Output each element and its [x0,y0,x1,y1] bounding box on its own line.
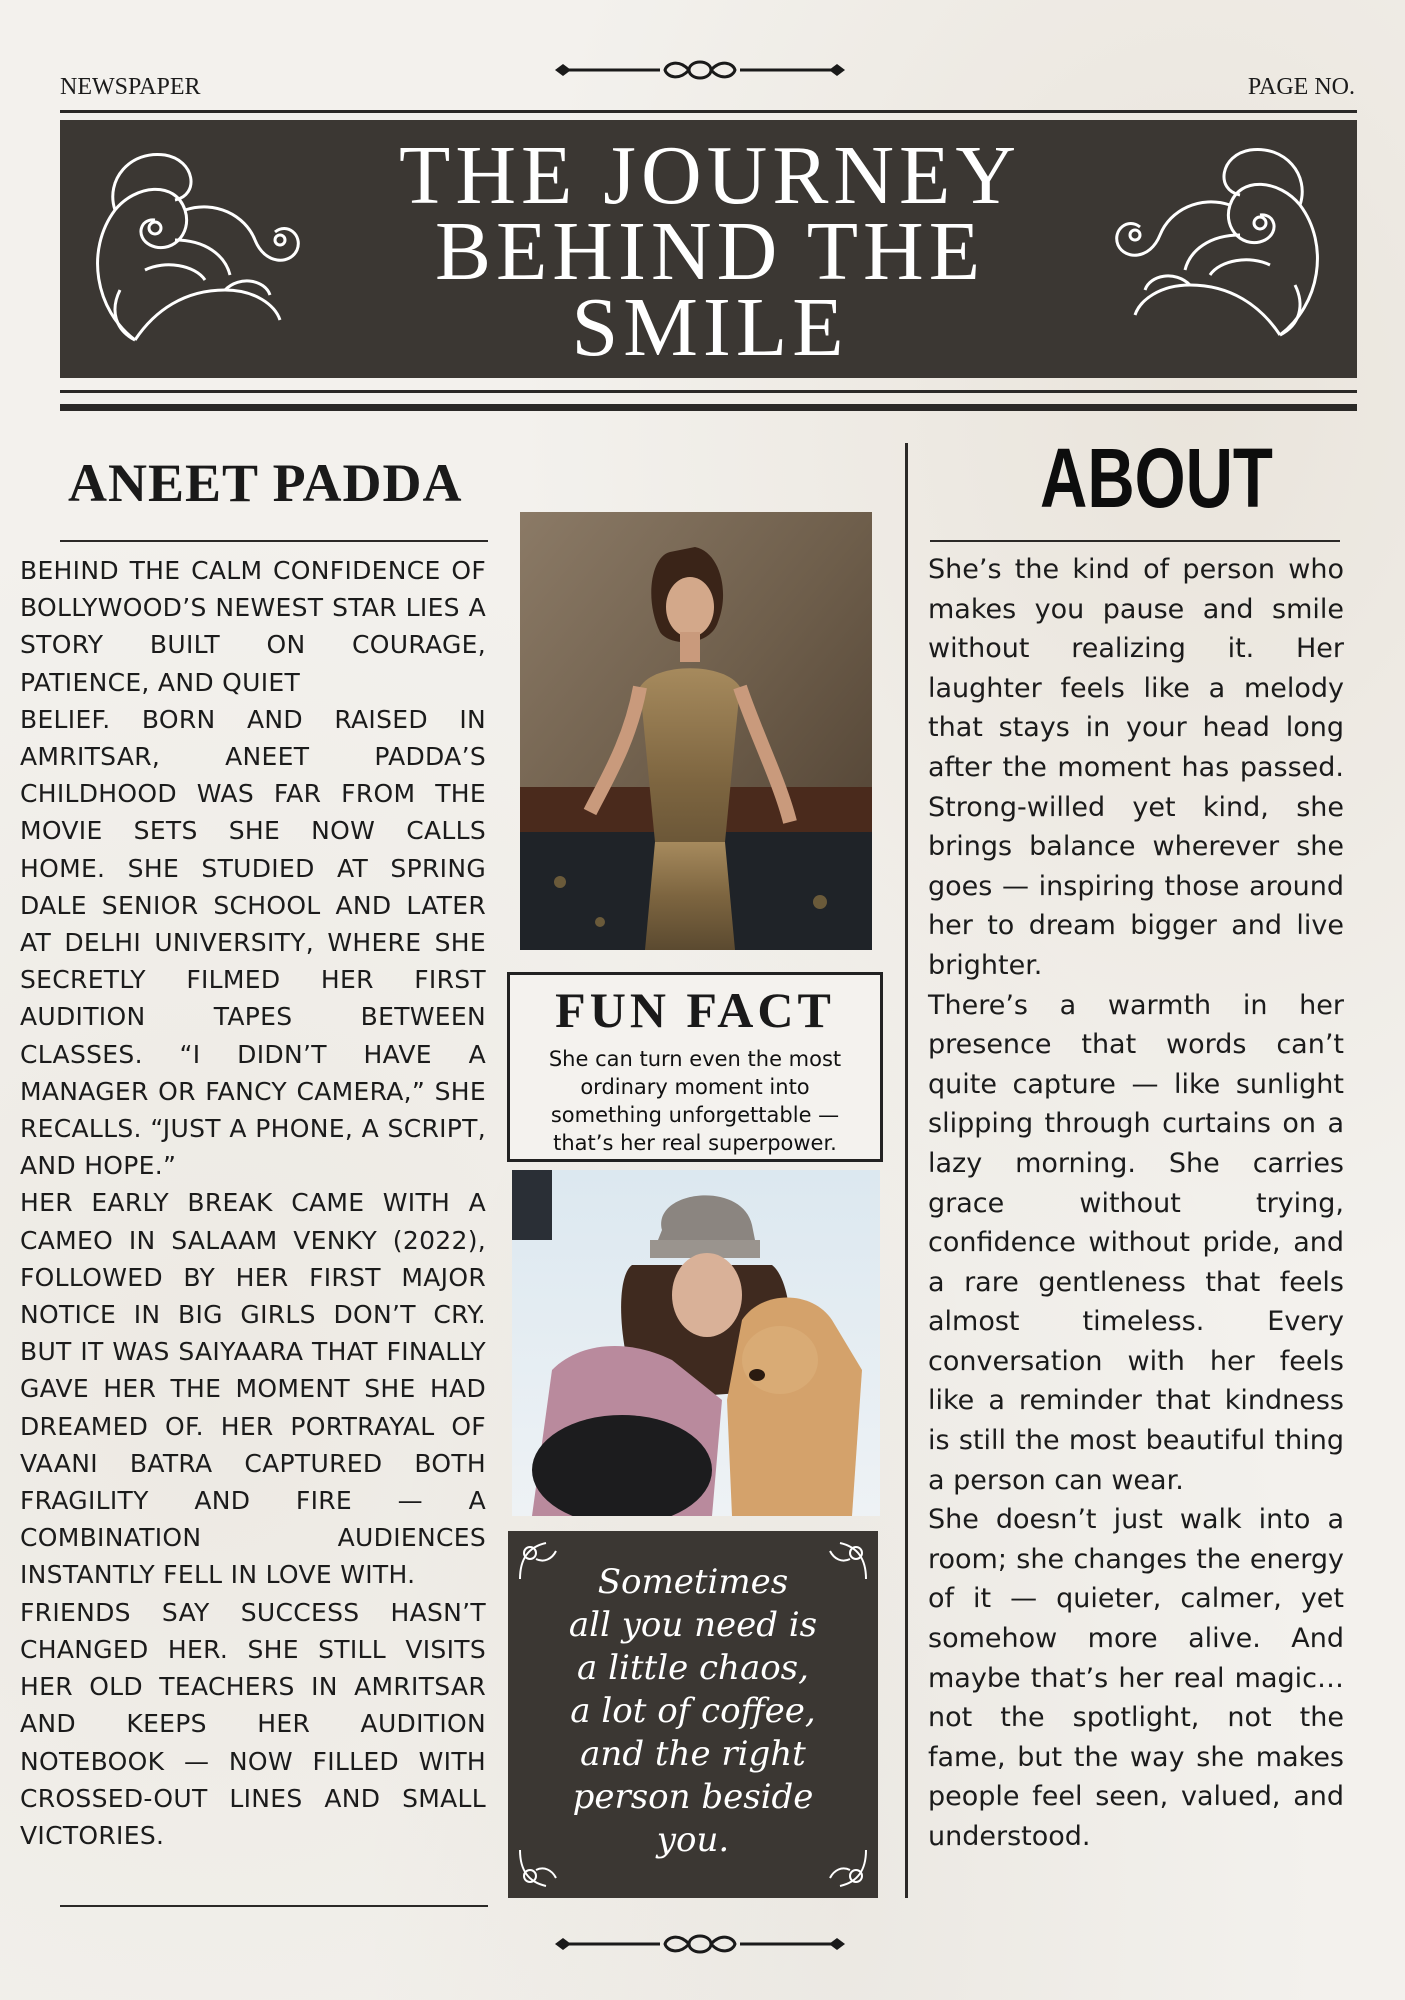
quote-line: Sometimes [597,1562,789,1602]
quote-line: a lot of coffee, [570,1691,816,1731]
article-body [20,552,486,1854]
article-paragraph: HER EARLY BREAK CAME WITH A CAMEO IN SALAAM VENKY (2022), FOLLOWED BY HER FIRST MAJOR NOTICE IN BIG GIRLS DON’T CRY. BUT IT WAS SAIYAARA THAT FINALLY GAVE HER THE MOMENT SHE HAD DREAMED OF. HER PORTRAYAL OF VAANI BATRA CAPTURED BOTH FRAGILITY AND FIRE — A COMBINATION AUDIENCES INSTANTLY FELL IN LOVE WITH. [20,1188,486,1590]
dog-photo [512,1170,880,1516]
dog-image [512,1170,880,1516]
about-paragraph: There’s a warmth in her presence that words can’t quite capture — like sunlight slipping through curtains on a lazy morning. She carries grace without trying, confidence without pride, and a rare gentleness that feels almost timeless. Every conversation with her feels like a reminder that kindness is still the most beautiful thing a person can wear. [928,989,1344,1496]
quote-line: and the right [580,1734,806,1774]
article-paragraph: FRIENDS SAY SUCCESS HASN’T CHANGED HER. SHE STILL VISITS HER OLD TEACHERS IN AMRITSAR AND KEEPS HER AUDITION NOTEBOOK — NOW FILLED WITH CROSSED-OUT LINES AND SMALL VICTORIES. [20,1597,486,1850]
quote-line: a little chaos, [577,1648,809,1688]
baroque-scroll-left-icon [75,140,305,360]
header-rule-thick [60,404,1357,411]
heading-underline [60,540,488,542]
title-line: THE JOURNEY [399,129,1021,222]
title-banner [60,120,1357,378]
title-line: SMILE [571,281,849,374]
about-body [928,550,1344,1857]
quote-line: person beside [572,1777,814,1817]
quote-line: you. [656,1820,730,1860]
left-bottom-rule [60,1905,488,1907]
about-underline [930,540,1340,542]
baroque-scroll-right-icon [1110,135,1340,360]
fun-fact-text: She can turn even the most ordinary moment into something unforgettable — that’s her real superpower. [548,1047,842,1155]
flourish-ornament-top-icon [555,55,845,85]
page-number-label: PAGE NO. [1247,74,1355,100]
quote-box [508,1531,878,1898]
header-rule-top [60,110,1357,113]
header-rule-middle [60,390,1357,393]
article-heading: ANEET PADDA [68,453,463,513]
fun-fact-title: FUN FACT [555,982,835,1038]
quote-text [538,1561,848,1862]
article-paragraph: BEHIND THE CALM CONFIDENCE OF BOLLYWOOD’S NEWEST STAR LIES A STORY BUILT ON COURAGE, PATIENCE, AND QUIET [20,556,486,697]
about-paragraph: She doesn’t just walk into a room; she changes the energy of it — quieter, calmer, yet somehow more alive. And maybe that’s her real magic… not the spotlight, not the fame, but the way she makes people feel seen, valued, and understood. [928,1504,1344,1852]
page-title [360,129,1060,374]
flourish-ornament-bottom-icon [555,1929,845,1959]
title-line: BEHIND THE [434,205,986,298]
fun-fact-box [507,972,883,1162]
column-divider [905,443,908,1898]
newspaper-label: NEWSPAPER [60,74,201,100]
portrait-photo [520,512,872,950]
about-paragraph: She’s the kind of person who makes you pause and smile without realizing it. Her laughter feels like a melody that stays in your head long after the moment has passed. Strong-willed yet kind, she brings balance wherever she goes — inspiring those around her to dream bigger and live brighter. [928,554,1344,981]
quote-line: all you need is [568,1605,818,1645]
article-paragraph: BELIEF. BORN AND RAISED IN AMRITSAR, ANEET PADDA’S CHILDHOOD WAS FAR FROM THE MOVIE SETS SHE NOW CALLS HOME. SHE STUDIED AT SPRING DALE SENIOR SCHOOL AND LATER AT DELHI UNIVERSITY, WHERE SHE SECRETLY FILMED HER FIRST AUDITION TAPES BETWEEN CLASSES. “I DIDN’T HAVE A MANAGER OR FANCY CAMERA,” SHE RECALLS. “JUST A PHONE, A SCRIPT, AND HOPE.” [20,704,486,1181]
portrait-image [520,512,872,950]
about-heading: ABOUT [1040,431,1273,525]
